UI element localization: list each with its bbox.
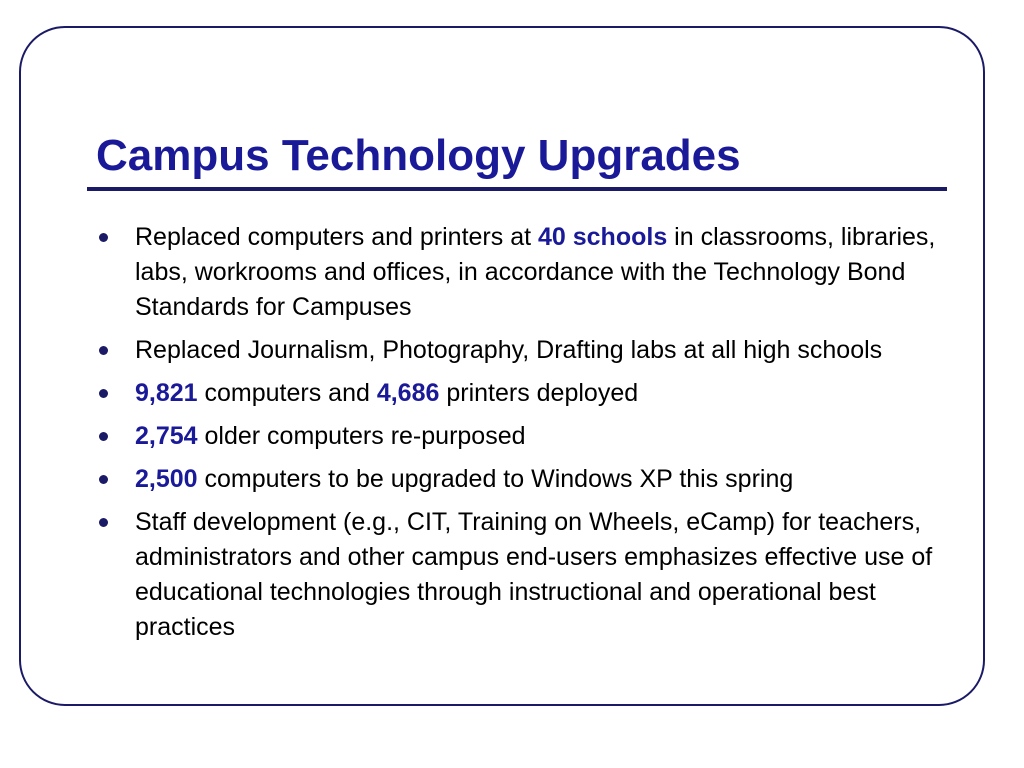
bullet-icon bbox=[99, 475, 108, 484]
bullet-icon bbox=[99, 233, 108, 242]
bullet-text: computers and bbox=[197, 379, 377, 407]
bullet-item-schools bbox=[95, 220, 975, 325]
highlight-computers-count: 9,821 bbox=[135, 379, 198, 407]
highlight-upgrade-count: 2,500 bbox=[135, 465, 198, 493]
bullet-item-staff-development bbox=[95, 505, 975, 645]
title-divider bbox=[87, 187, 947, 191]
slide-title: Campus Technology Upgrades bbox=[96, 131, 741, 180]
bullet-icon bbox=[99, 432, 108, 441]
bullet-text: in classrooms, libraries, labs, workrooms and offices, in accordance with the Technology Bond Standards for Campuses bbox=[135, 223, 936, 321]
bullet-text: Replaced Journalism, Photography, Drafting labs at all high schools bbox=[135, 336, 883, 364]
bullet-icon bbox=[99, 389, 108, 398]
bullet-item-deployed bbox=[95, 376, 975, 411]
bullet-item-upgrade bbox=[95, 462, 975, 497]
bullet-item-labs bbox=[95, 333, 975, 368]
highlight-repurposed-count: 2,754 bbox=[135, 422, 198, 450]
bullet-text: older computers re-purposed bbox=[197, 422, 526, 450]
bullet-text: computers to be upgraded to Windows XP this spring bbox=[197, 465, 794, 493]
bullet-text: Replaced computers and printers at bbox=[135, 223, 538, 251]
bullet-icon bbox=[99, 518, 108, 527]
bullet-text: printers deployed bbox=[439, 379, 639, 407]
bullet-item-repurposed bbox=[95, 419, 975, 454]
bullet-list bbox=[95, 220, 975, 653]
bullet-text: Staff development (e.g., CIT, Training on Wheels, eCamp) for teachers, administrators and other campus end-users emphasizes effective use of educational technologies through instructional and operational best practices bbox=[135, 508, 933, 641]
bullet-icon bbox=[99, 346, 108, 355]
highlight-schools-count: 40 schools bbox=[538, 223, 668, 251]
highlight-printers-count: 4,686 bbox=[376, 379, 440, 407]
